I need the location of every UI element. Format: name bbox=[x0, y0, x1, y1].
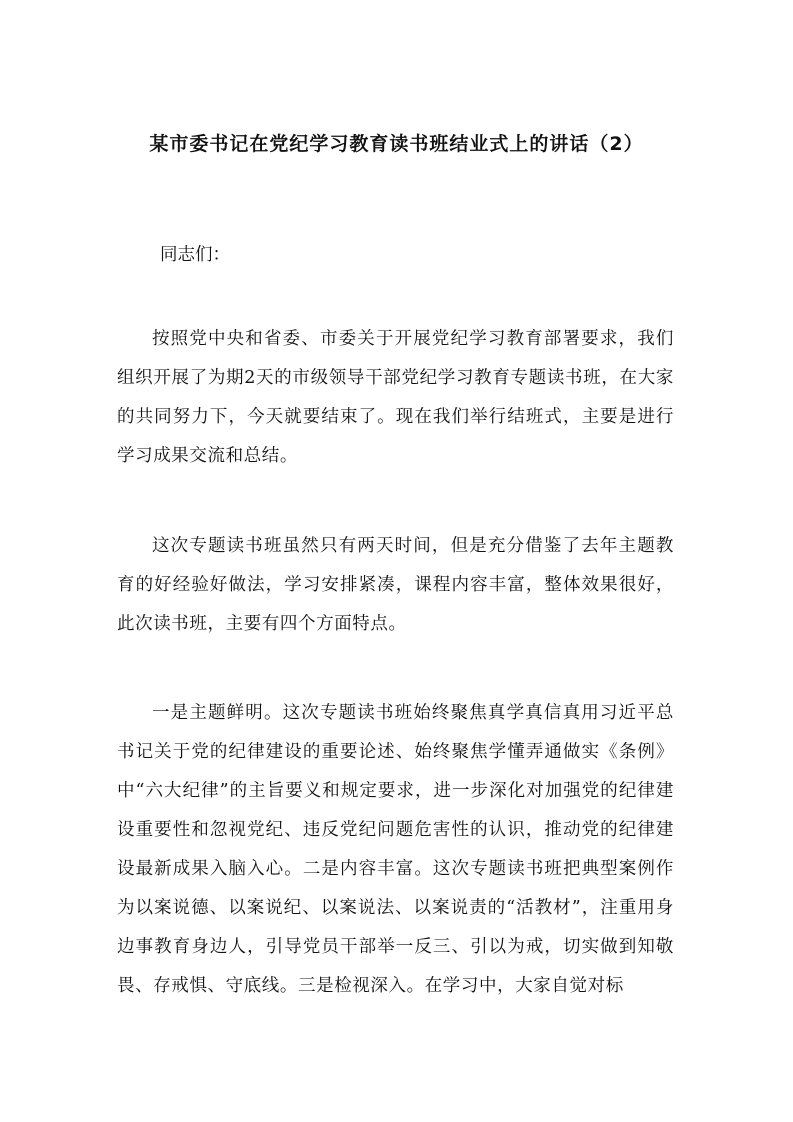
document-title: 某市委书记在党纪学习教育读书班结业式上的讲话（2） bbox=[149, 133, 644, 155]
salutation: 同志们： bbox=[160, 245, 230, 265]
paragraph-2: 这次专题读书班虽然只有两天时间，但是充分借鉴了去年主题教育的好经验好做法，学习安排紧凑，课程内容丰富，整体效果很好，此次读书班，主要有四个方面特点。 bbox=[117, 536, 674, 634]
paragraph-3: 一是主题鲜明。这次专题读书班始终聚焦真学真信真用习近平总书记关于党的纪律建设的重要论述、始终聚焦学懂弄通做实《条例》中“六大纪律”的主旨要义和规定要求，进一步深化对加强党的纪律建设重要性和忽视党纪、违反党纪问题危害性的认识，推动党的纪律建设最新成果入脑入心。二是内容丰富。这次专题读书班把典型案例作为以案说德、以案说纪、以案说法、以案说责的“活教材”，注重用身边事教育身边人，引导党员干部举一反三、引以为戒，切实做到知敬畏、存戒惧、守底线。三是检视深入。在学习中，大家自觉对标 bbox=[117, 703, 674, 996]
paragraph-1: 按照党中央和省委、市委关于开展党纪学习教育部署要求，我们组织开展了为期2天的市级领导干部党纪学习教育专题读书班，在大家的共同努力下，今天就要结束了。现在我们举行结班式，主要是进行学习成果交流和总结。 bbox=[117, 329, 674, 466]
